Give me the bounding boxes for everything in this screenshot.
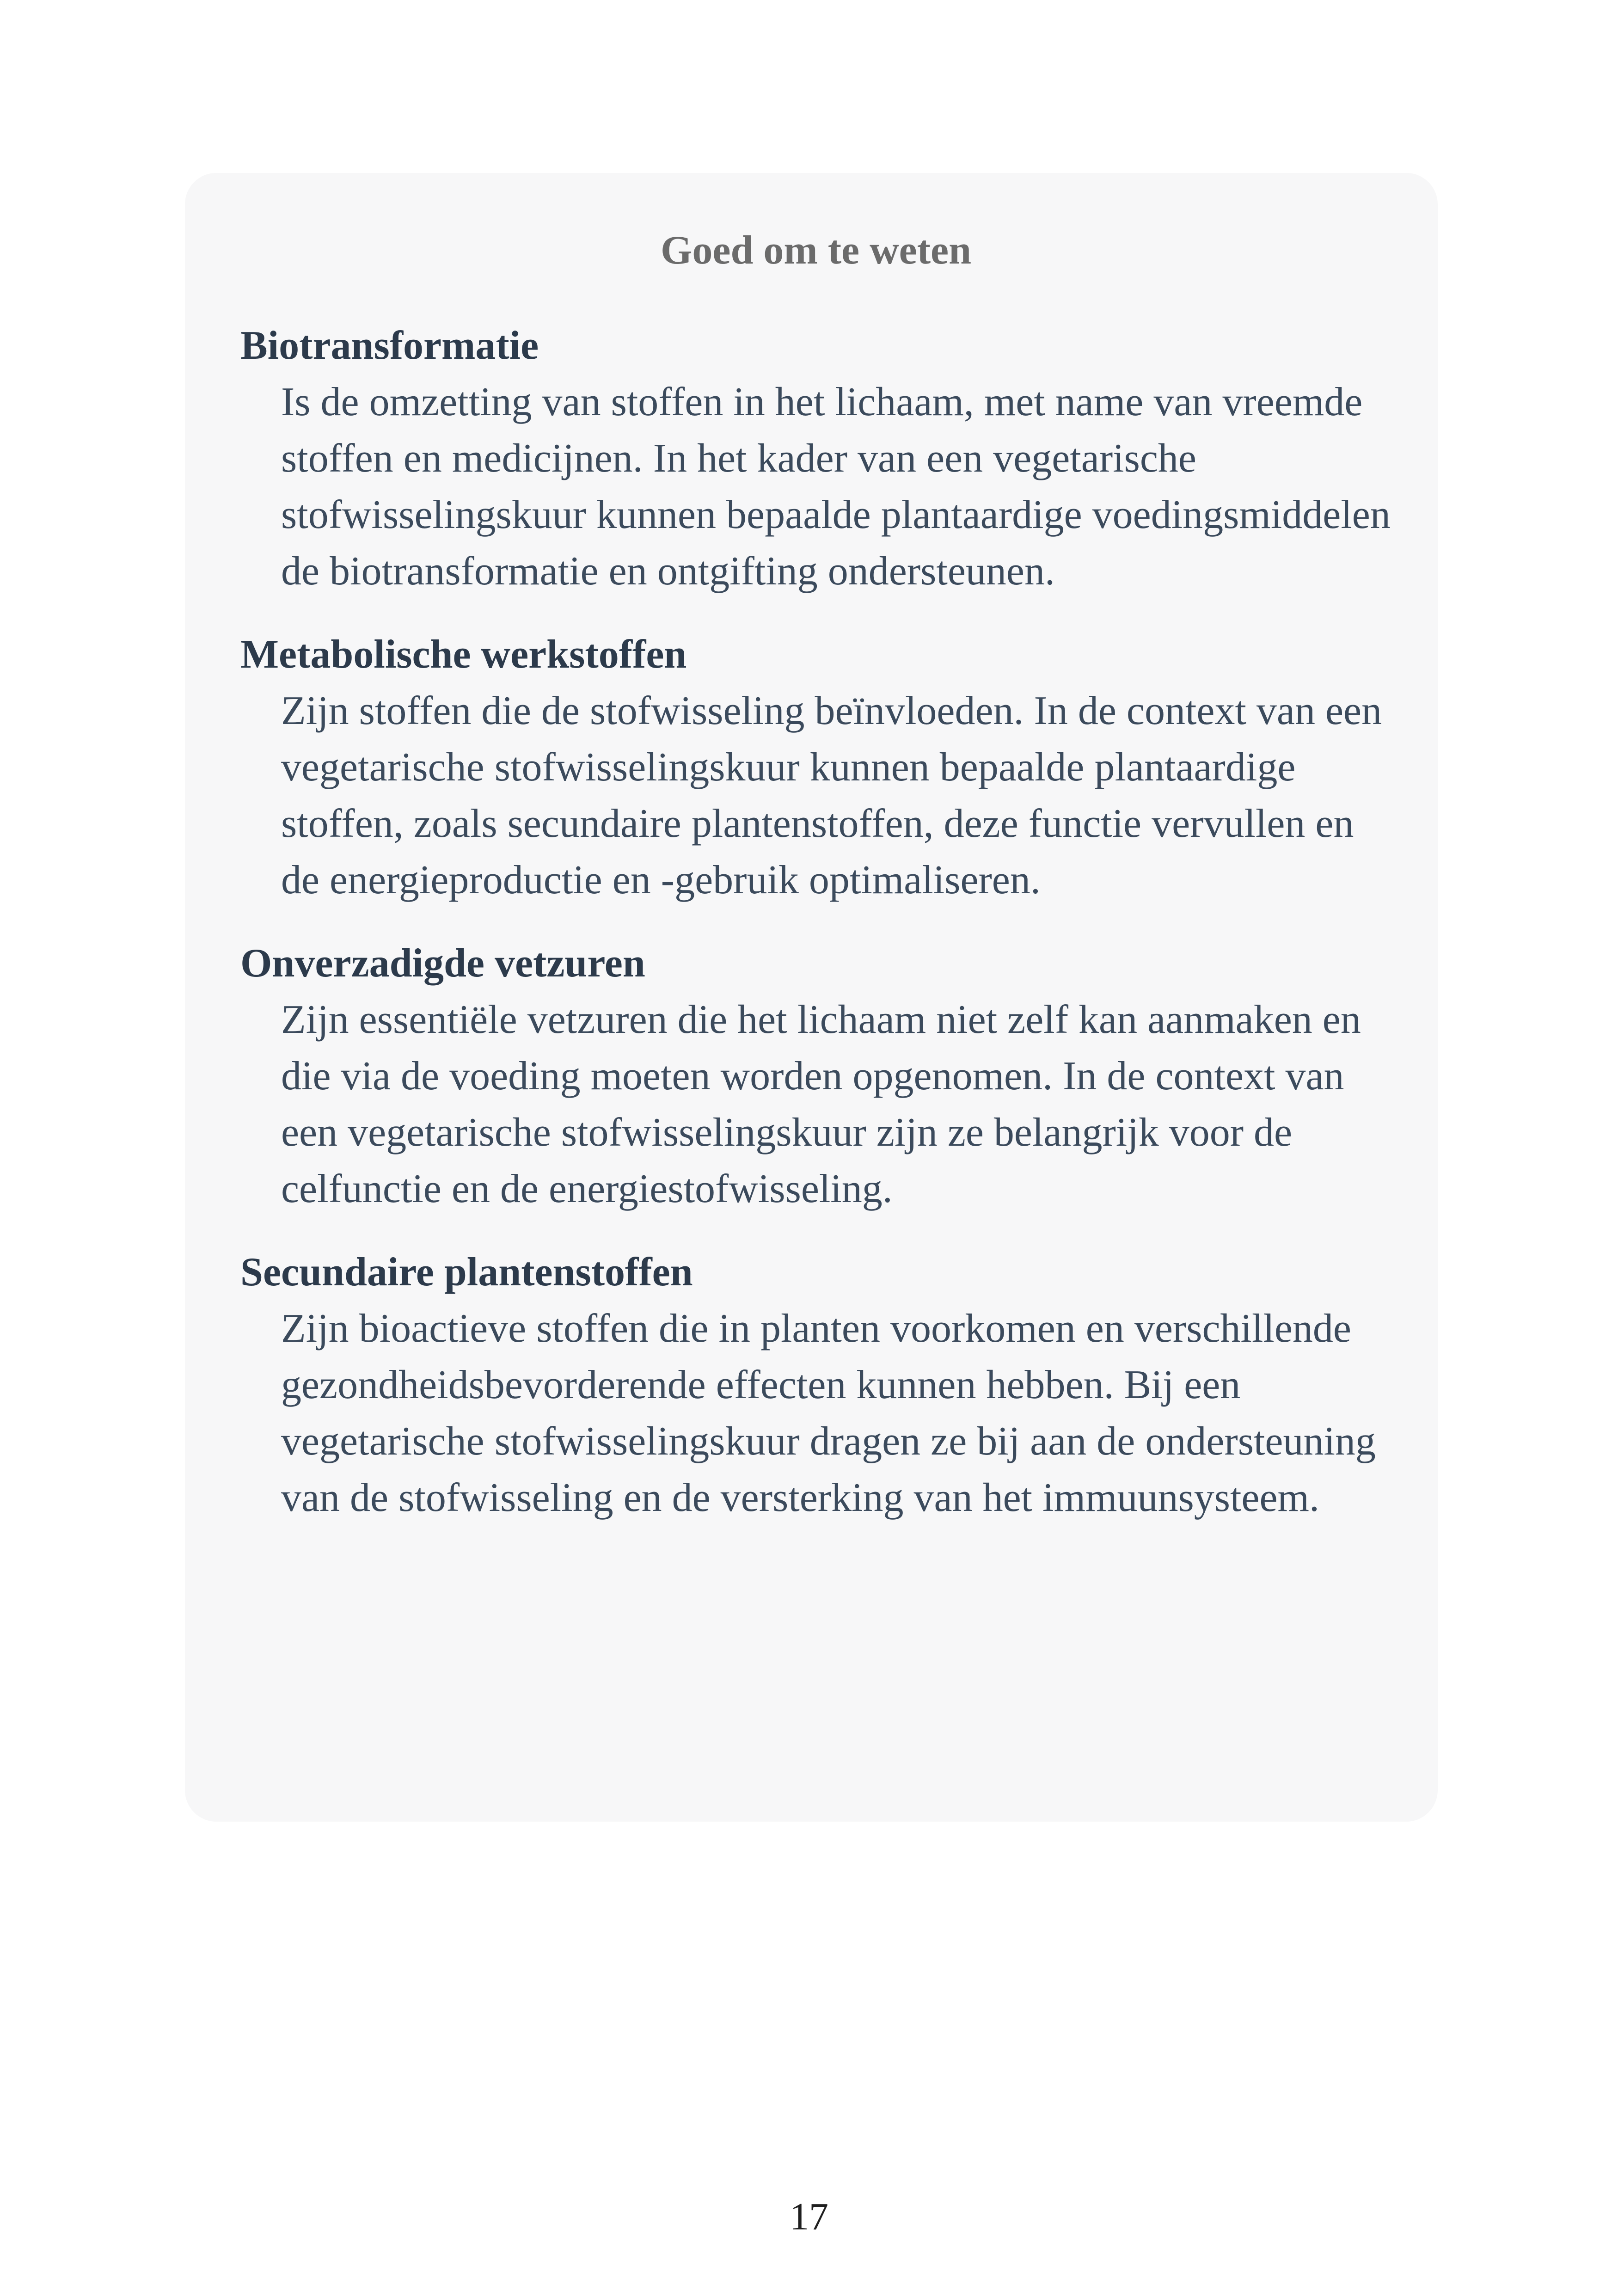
info-box bbox=[185, 173, 1438, 1822]
glossary-term: Onverzadigde vetzuren bbox=[240, 940, 645, 986]
glossary-definition: Zijn stoffen die de stofwisseling beïnvloeden. In de context van een vegetarische stofwisselingskuur kunnen bepaalde plantaardige stoffen, zoals secundaire plantenstoffen, deze functie vervullen en de energieproductie en -gebruik optimaliseren. bbox=[281, 688, 1382, 902]
page-number: 17 bbox=[790, 2195, 828, 2238]
glossary-term: Biotransformatie bbox=[240, 323, 539, 368]
glossary-entry bbox=[240, 1244, 1391, 1526]
glossary-term: Metabolische werkstoffen bbox=[240, 632, 687, 677]
glossary-entry bbox=[240, 626, 1391, 909]
glossary-entry bbox=[240, 935, 1391, 1217]
glossary-definition: Zijn essentiële vetzuren die het lichaam niet zelf kan aanmaken en die via de voeding moeten worden opgenomen. In de context van een vegetarische stofwisselingskuur zijn ze belangrijk voor de celfunctie en de energiestofwisseling. bbox=[281, 997, 1361, 1211]
glossary-definition: Is de omzetting van stoffen in het lichaam, met name van vreemde stoffen en medicijnen. In het kader van een vegetarische stofwisselingskuur kunnen bepaalde plantaardige voedingsmiddelen de biotransformatie en ontgifting ondersteunen. bbox=[281, 379, 1391, 594]
glossary-definition: Zijn bioactieve stoffen die in planten voorkomen en verschillende gezondheidsbevorderende effecten kunnen hebben. Bij een vegetarische stofwisselingskuur dragen ze bij aan de ondersteuning van de stofwisseling en de versterking van het immuunsysteem. bbox=[281, 1306, 1376, 1520]
glossary-entry bbox=[240, 318, 1391, 600]
info-box-title: Goed om te weten bbox=[660, 228, 972, 273]
glossary-term: Secundaire plantenstoffen bbox=[240, 1249, 693, 1295]
